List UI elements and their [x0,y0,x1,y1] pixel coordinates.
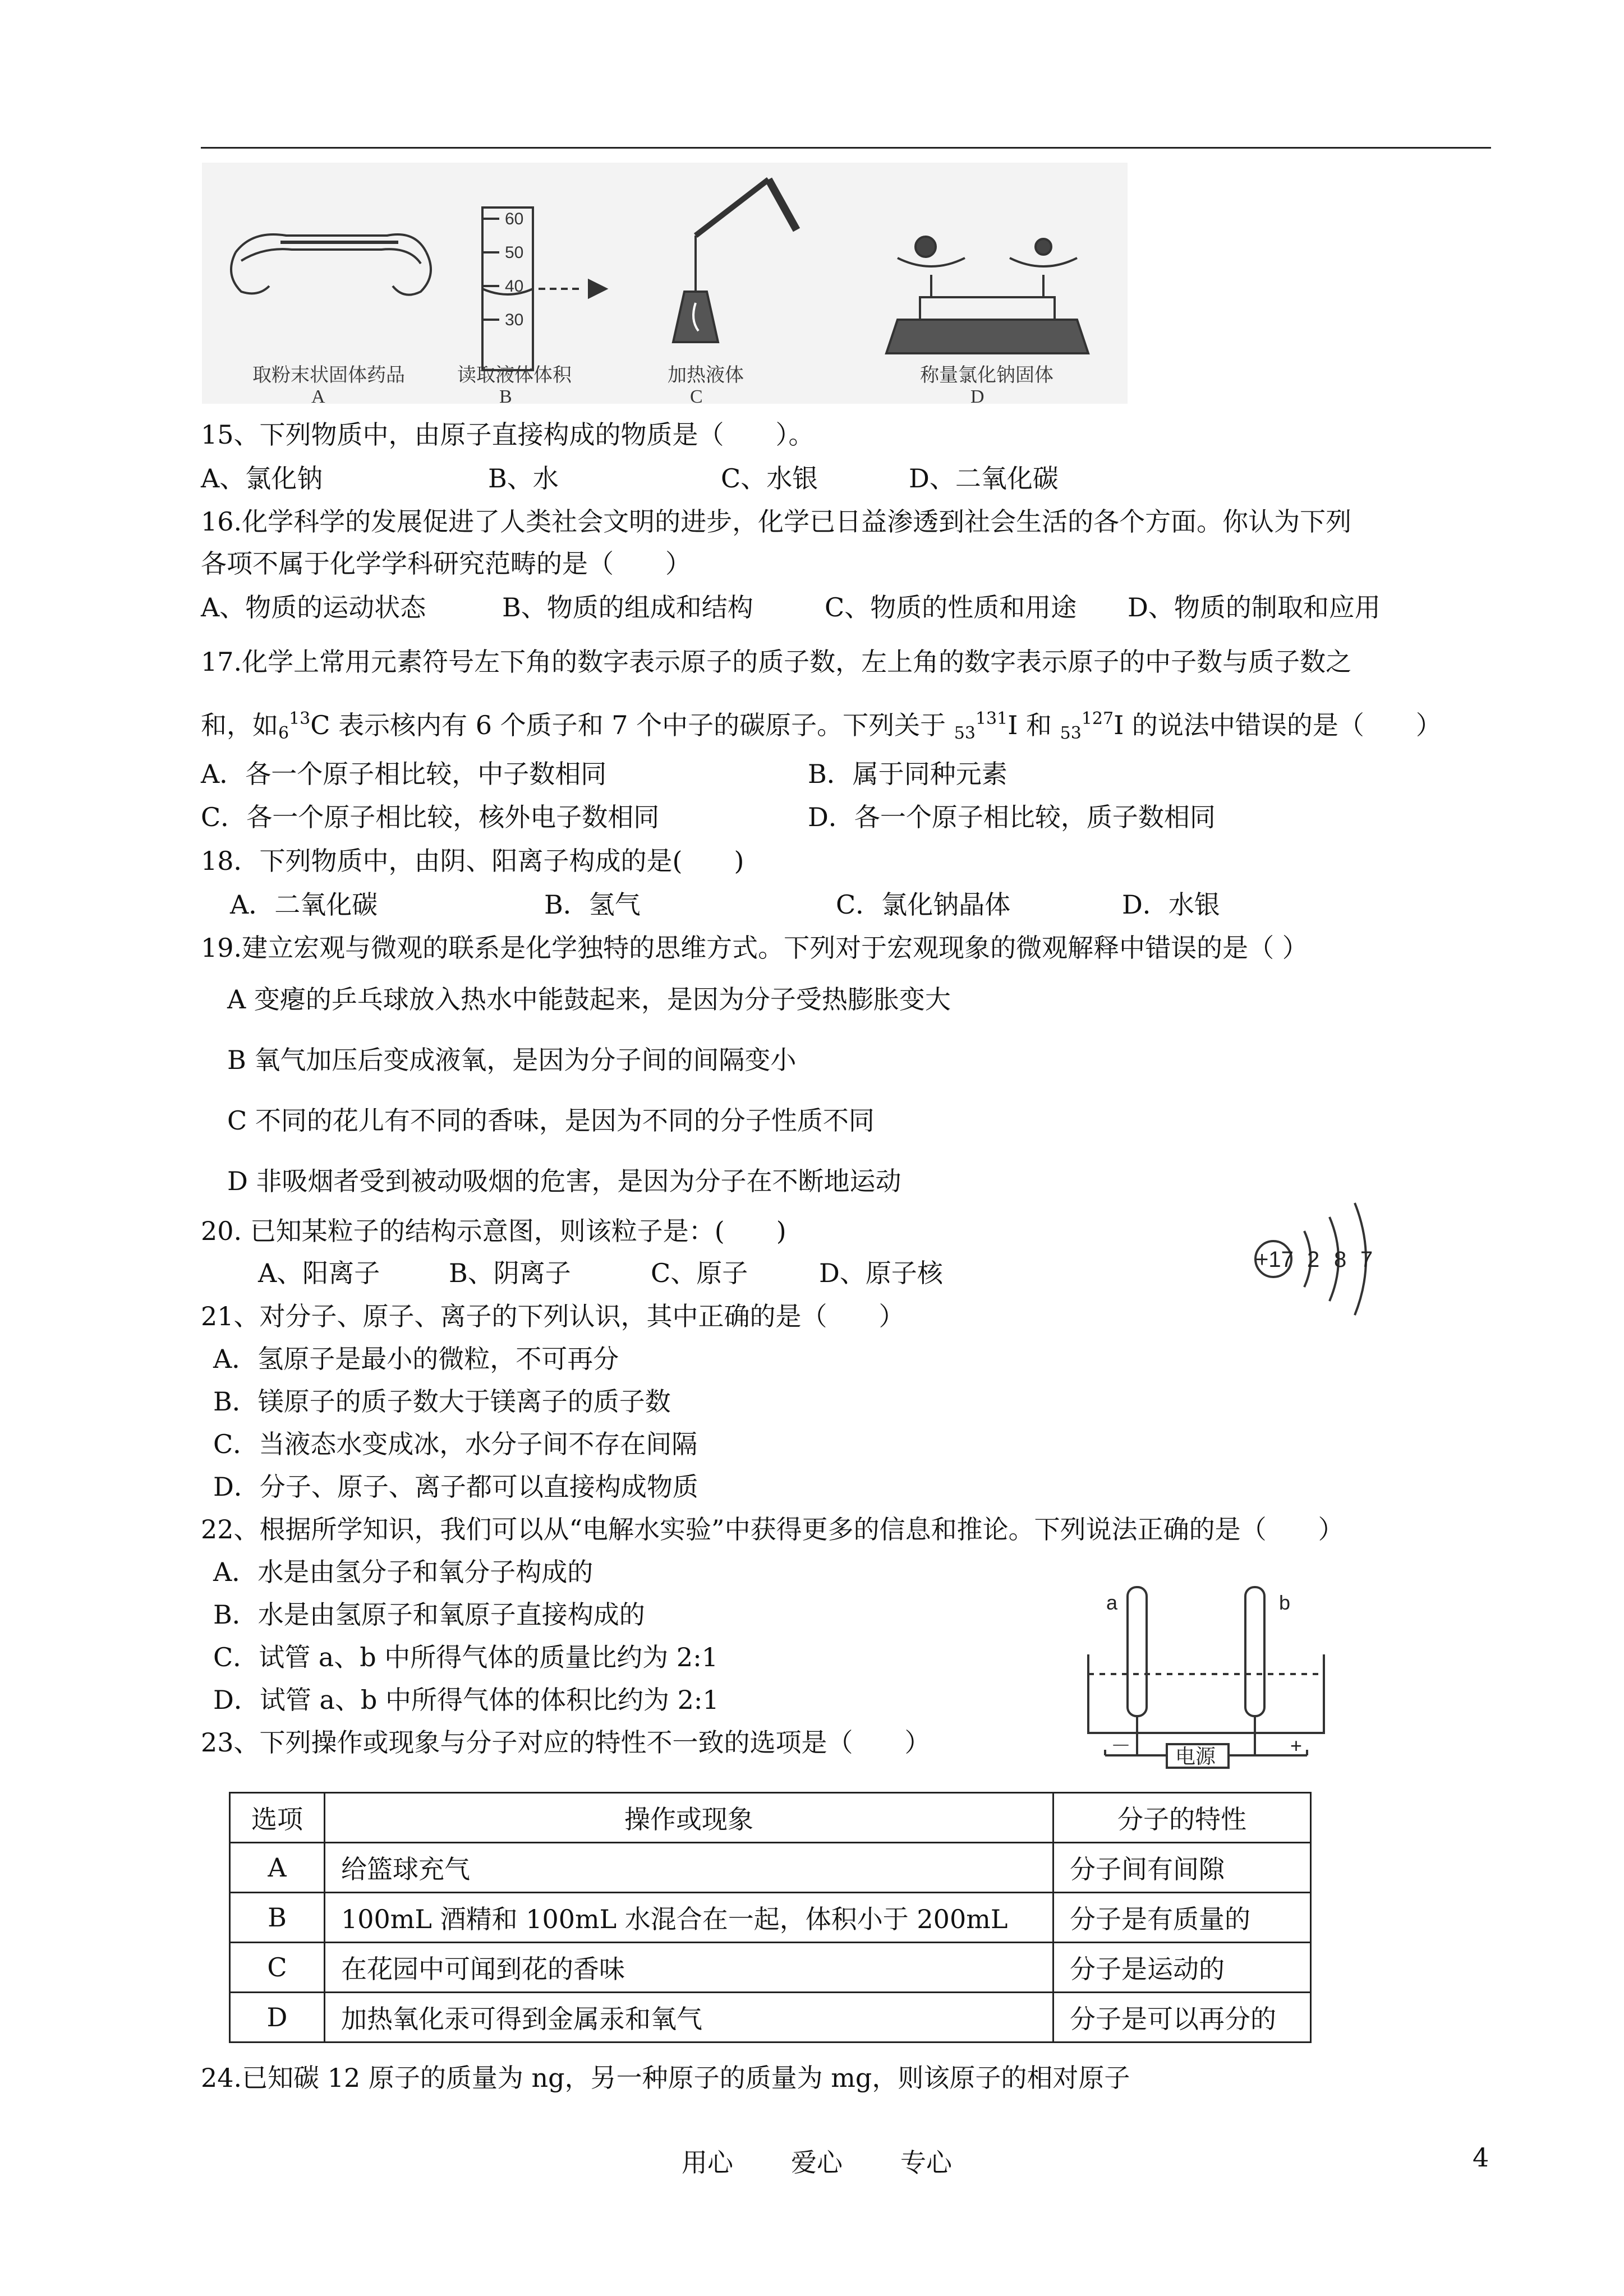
q21-option-a: A．氢原子是最小的微粒，不可再分 [213,1344,619,1374]
q15-option-a: A、氯化钠 [201,463,323,494]
q18-stem: 18．下列物质中，由阴、阳离子构成的是( ) [201,846,744,876]
lab-operations-drawing [202,163,1128,404]
q22-stem: 22、根据所学知识，我们可以从“电解水实验”中获得更多的信息和推论。下列说法正确的是（ ） [201,1514,1344,1545]
q15-option-c: C、水银 [721,463,818,494]
q19-option-a: A 变瘪的乒乓球放入热水中能鼓起来，是因为分子受热膨胀变大 [227,984,951,1015]
iodine127-mass-number: 127 [1081,709,1114,729]
letter-a: A [311,386,325,404]
q16-stem-line1: 16.化学科学的发展促进了人类社会文明的进步，化学已日益渗透到社会生活的各个方面。你认为下列 [201,506,1352,537]
q20-option-d: D、原子核 [819,1258,943,1288]
footer-middle: 爱心 [791,2147,843,2178]
figure-a-powder [231,234,431,295]
iodine131-proton-number: 53 [954,723,976,743]
row-option: A [230,1843,325,1893]
tube-a-label: a [1106,1591,1118,1614]
q18-option-c: C．氯化钠晶体 [836,889,1011,920]
iodine131-mass-number: 131 [975,709,1008,729]
tick-50: 50 [505,243,524,262]
row-property: 分子是有质量的 [1053,1893,1311,1943]
header-property: 分子的特性 [1053,1793,1311,1843]
lab-operations-figure [202,163,1128,404]
power-source-label: 电源 [1175,1745,1216,1768]
q21-option-c: C．当液态水变成冰，水分子间不存在间隔 [213,1429,698,1459]
row-option: C [230,1943,325,1993]
q16-stem-line2: 各项不属于化学学科研究范畴的是（ ） [201,548,691,579]
q17-option-d: D．各一个原子相比较，质子数相同 [808,802,1216,832]
shell-3-electrons: 7 [1360,1247,1373,1272]
q20-option-a: A、阳离子 [258,1258,380,1288]
footer-left: 用心 [682,2147,733,2178]
q20-option-c: C、原子 [651,1258,748,1288]
power-minus: － [1111,1734,1131,1757]
q18-option-d: D．水银 [1122,889,1220,920]
q23-stem: 23、下列操作或现象与分子对应的特性不一致的选项是（ ） [201,1727,931,1758]
q17-option-b: B．属于同种元素 [808,759,1007,789]
q18-option-a: A．二氧化碳 [230,889,378,920]
caption-b: 读取液体体积 [457,365,572,386]
q19-option-c: C 不同的花儿有不同的香味，是因为不同的分子性质不同 [227,1105,875,1136]
tick-60: 60 [505,210,524,228]
header-rule [201,147,1491,149]
q17-stem-line2: 和，如$_6^{13}$C 表示核内有 6 个质子和 7 个中子的碳原子。下列关于 $_{53}^{131}$I 和 $_{53}^{127}$I 的说法中错误的是（ ） [201,709,1442,743]
caption-d: 称量氯化钠固体 [920,365,1053,386]
q16-option-c: C、物质的性质和用途 [825,592,1077,623]
table-row [230,1943,1311,1993]
figure-c-heating [673,179,797,342]
header-operation: 操作或现象 [325,1793,1053,1843]
q16-option-b: B、物质的组成和结构 [502,592,753,623]
q24-stem: 24.已知碳 12 原子的质量为 ng，另一种原子的质量为 mg，则该原子的相对原子 [201,2063,1130,2093]
row-operation: 100mL 酒精和 100mL 水混合在一起，体积小于 200mL [325,1893,1053,1943]
q15-stem: 15、下列物质中，由原子直接构成的物质是（ ）。 [201,419,815,450]
q21-option-d: D．分子、原子、离子都可以直接构成物质 [213,1472,698,1502]
shell-1-electrons: 2 [1307,1247,1320,1272]
table-row [230,1843,1311,1893]
q20-option-b: B、阴离子 [449,1258,571,1288]
letter-b: B [499,386,512,404]
caption-c: 加热液体 [668,365,744,386]
footer-right: 专心 [900,2147,952,2178]
q21-option-b: B．镁原子的质子数大于镁离子的质子数 [213,1386,671,1417]
letter-d: D [970,386,984,404]
row-operation: 给篮球充气 [325,1843,1053,1893]
nucleus-charge: +17 [1255,1247,1294,1272]
table-header-row [230,1793,1311,1843]
q22-option-a: A．水是由氢分子和氧分子构成的 [213,1557,594,1587]
row-operation: 在花园中可闻到花的香味 [325,1943,1053,1993]
row-option: D [230,1993,325,2043]
q22-option-c: C．试管 a、b 中所得气体的质量比约为 2:1 [213,1642,718,1672]
caption-a: 取粉末状固体药品 [252,365,405,386]
figure-d-balance [886,237,1088,353]
page-number: 4 [1473,2142,1489,2173]
iodine127-proton-number: 53 [1060,723,1082,743]
figure-b-cylinder [482,208,606,370]
q19-stem: 19.建立宏观与微观的联系是化学独特的思维方式。下列对于宏观现象的微观解释中错误的是（ ） [201,933,1308,963]
q17-stem-line1: 17.化学上常用元素符号左下角的数字表示原子的质子数，左上角的数字表示原子的中子数与质子数之 [201,647,1352,677]
tick-40: 40 [505,277,524,296]
electrolysis-diagram [1071,1576,1341,1778]
q17-option-c: C．各一个原子相比较，核外电子数相同 [201,802,660,832]
shell-2-electrons: 8 [1334,1247,1347,1272]
row-option: B [230,1893,325,1943]
q19-option-b: B 氧气加压后变成液氧，是因为分子间的间隔变小 [227,1045,797,1075]
tube-b-label: b [1279,1591,1291,1614]
q20-stem: 20. 已知某粒子的结构示意图，则该粒子是：( ) [201,1216,786,1246]
q15-option-b: B、水 [488,463,559,494]
q16-option-a: A、物质的运动状态 [201,592,426,623]
q19-option-d: D 非吸烟者受到被动吸烟的危害，是因为分子在不断地运动 [227,1166,901,1196]
table-row [230,1893,1311,1943]
letter-c: C [690,386,703,404]
atomic-structure-diagram [1251,1186,1386,1332]
q21-stem: 21、对分子、原子、离子的下列认识，其中正确的是（ ） [201,1301,905,1331]
q22-option-b: B．水是由氢原子和氧原子直接构成的 [213,1599,645,1630]
row-property: 分子间有间隙 [1053,1843,1311,1893]
carbon-mass-number: 13 [289,709,311,729]
table-row [230,1993,1311,2043]
header-option: 选项 [230,1793,325,1843]
power-plus: + [1290,1734,1303,1757]
q23-table [229,1792,1312,2043]
q15-option-d: D、二氧化碳 [909,463,1059,494]
row-property: 分子是可以再分的 [1053,1993,1311,2043]
q16-option-d: D、物质的制取和应用 [1128,592,1381,623]
tick-30: 30 [505,311,524,329]
row-property: 分子是运动的 [1053,1943,1311,1993]
q18-option-b: B．氢气 [544,889,641,920]
q22-option-d: D．试管 a、b 中所得气体的体积比约为 2:1 [213,1685,719,1715]
q17-option-a: A．各一个原子相比较，中子数相同 [201,759,607,789]
row-operation: 加热氧化汞可得到金属汞和氧气 [325,1993,1053,2043]
carbon-proton-number: 6 [278,723,289,743]
